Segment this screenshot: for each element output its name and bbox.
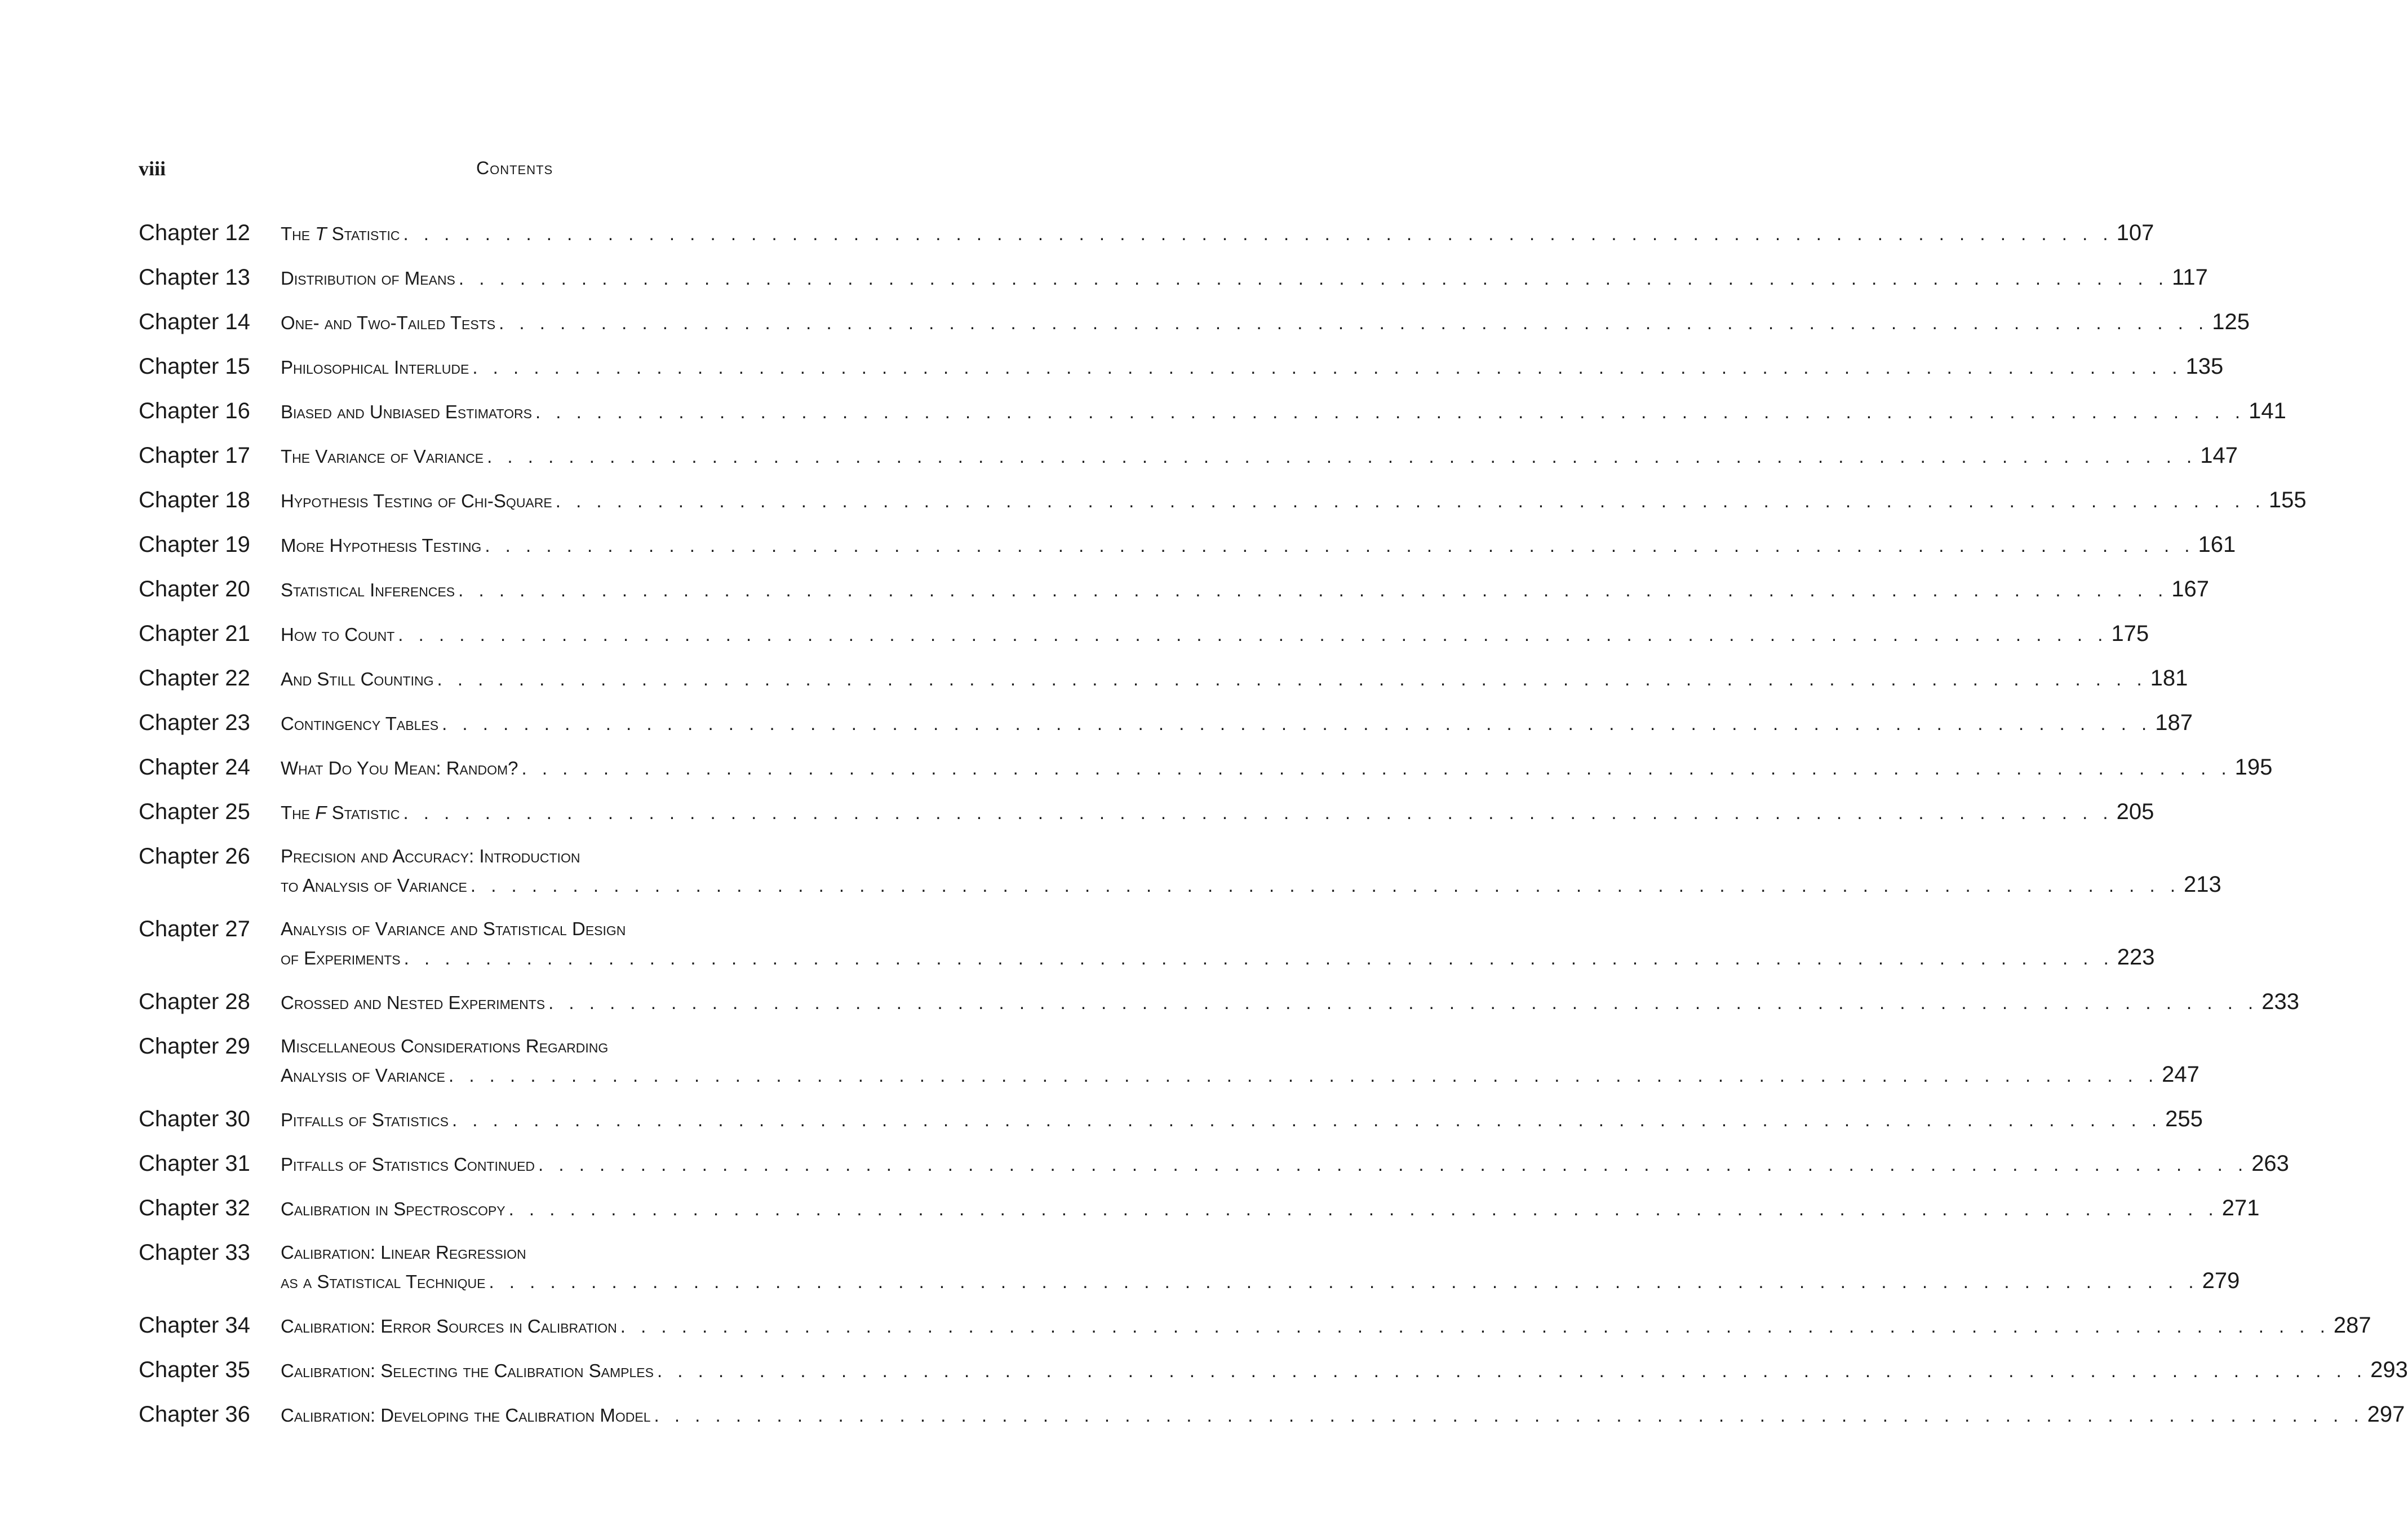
dot-leader xyxy=(487,443,2197,471)
dot-leader xyxy=(489,1268,2198,1296)
chapter-title-block xyxy=(281,988,2299,1017)
page-reference: 287 xyxy=(2333,1313,2371,1338)
chapter-label: Chapter 26 xyxy=(139,844,250,869)
chapter-title: Calibration: Selecting the Calibration Samples xyxy=(281,1360,654,1381)
toc-entry xyxy=(139,798,2154,827)
chapter-title-line xyxy=(281,1311,2371,1340)
chapter-title: Biased and Unbiased Estimators xyxy=(281,401,532,422)
page-reference: 279 xyxy=(2202,1268,2240,1293)
chapter-label: Chapter 25 xyxy=(139,799,250,824)
dot-leader xyxy=(398,621,2108,649)
chapter-title: Calibration: Error Sources in Calibration xyxy=(281,1316,617,1337)
dot-leader xyxy=(548,989,2258,1017)
toc-entry xyxy=(139,842,2221,900)
chapter-title-block xyxy=(281,1194,2259,1223)
dot-leader xyxy=(509,1195,2219,1223)
chapter-title-block xyxy=(281,486,2307,515)
chapter-title-line xyxy=(281,1267,2240,1296)
chapter-title-line xyxy=(281,1194,2259,1223)
chapter-label: Chapter 12 xyxy=(139,220,250,245)
dot-leader xyxy=(535,398,2245,426)
page-reference: 223 xyxy=(2117,945,2155,970)
chapter-label: Chapter 20 xyxy=(139,577,250,601)
chapter-title-block xyxy=(281,620,2149,649)
running-head: Contents xyxy=(476,158,553,178)
page-reference: 141 xyxy=(2249,399,2286,423)
page-reference: 293 xyxy=(2370,1357,2408,1382)
chapter-title-block xyxy=(281,709,2193,738)
chapter-title: How to Count xyxy=(281,624,395,645)
page-reference: 297 xyxy=(2367,1402,2405,1427)
chapter-title: of Experiments xyxy=(281,948,401,968)
page-reference: 213 xyxy=(2184,872,2221,897)
chapter-title-block xyxy=(281,441,2238,471)
chapter-title-block xyxy=(281,1105,2203,1134)
dot-leader xyxy=(485,532,2194,560)
chapter-label: Chapter 18 xyxy=(139,488,250,512)
chapter-label: Chapter 16 xyxy=(139,399,250,423)
page-reference: 125 xyxy=(2212,309,2250,334)
chapter-title-line xyxy=(281,352,2223,382)
chapter-title-block xyxy=(281,1311,2371,1340)
chapter-title: Calibration in Spectroscopy xyxy=(281,1198,505,1219)
page-reference: 271 xyxy=(2221,1196,2260,1220)
page-reference: 205 xyxy=(2116,799,2154,824)
chapter-title: Philosophical Interlude xyxy=(281,357,469,378)
dot-leader xyxy=(654,1401,2364,1430)
chapter-label: Chapter 15 xyxy=(139,354,250,379)
chapter-title: as a Statistical Technique xyxy=(281,1271,486,1292)
chapter-title-block xyxy=(281,530,2236,560)
page-reference: 117 xyxy=(2172,265,2208,290)
chapter-label: Chapter 19 xyxy=(139,532,250,557)
chapter-title-line xyxy=(281,441,2238,471)
chapter-title: What Do You Mean: Random? xyxy=(281,758,518,778)
chapter-title-line xyxy=(281,486,2307,515)
chapter-title-line xyxy=(281,753,2272,782)
page-reference: 233 xyxy=(2261,989,2299,1014)
toc-entry xyxy=(139,1032,2199,1090)
toc-entry xyxy=(139,575,2210,604)
chapter-title-line xyxy=(281,1060,2199,1090)
chapter-title: Miscellaneous Considerations Regarding xyxy=(281,1036,609,1056)
chapter-label: Chapter 31 xyxy=(139,1151,250,1176)
chapter-label: Chapter 29 xyxy=(139,1034,250,1059)
page-reference: 195 xyxy=(2234,755,2273,780)
dot-leader xyxy=(403,220,2113,248)
chapter-title-block xyxy=(281,352,2223,382)
chapter-label: Chapter 21 xyxy=(139,621,250,646)
page-reference: 167 xyxy=(2171,577,2210,601)
chapter-title-block xyxy=(281,1356,2408,1385)
chapter-title: The F Statistic xyxy=(281,802,400,823)
dot-leader xyxy=(556,487,2265,515)
chapter-title-line xyxy=(281,530,2236,560)
toc-entry xyxy=(139,530,2236,560)
chapter-title: Distribution of Means xyxy=(281,268,455,289)
chapter-title: Precision and Accuracy: Introduction xyxy=(281,846,580,866)
chapter-label: Chapter 14 xyxy=(139,309,250,334)
toc-entry xyxy=(139,397,2286,426)
chapter-title: to Analysis of Variance xyxy=(281,875,467,896)
chapter-title-block xyxy=(281,1032,2199,1090)
dot-leader xyxy=(449,1061,2158,1090)
chapter-title-block xyxy=(281,219,2154,248)
chapter-title-block xyxy=(281,397,2286,426)
chapter-title: The Variance of Variance xyxy=(281,446,484,467)
page-reference: 187 xyxy=(2155,710,2193,735)
chapter-title-block xyxy=(281,798,2154,827)
chapter-label: Chapter 28 xyxy=(139,989,250,1014)
dot-leader xyxy=(522,754,2232,782)
chapter-title-line xyxy=(281,575,2209,604)
chapter-label: Chapter 32 xyxy=(139,1196,250,1220)
chapter-title-block xyxy=(281,308,2250,337)
chapter-title: Analysis of Variance xyxy=(281,1065,445,1086)
chapter-title-block xyxy=(281,664,2188,693)
chapter-label: Chapter 33 xyxy=(139,1240,250,1265)
chapter-title-line xyxy=(281,1356,2408,1385)
toc-entry xyxy=(139,915,2155,972)
dot-leader xyxy=(499,309,2209,337)
chapter-title-line xyxy=(281,397,2286,426)
chapter-title-line xyxy=(281,798,2154,827)
toc-entry xyxy=(139,219,2154,248)
chapter-label: Chapter 30 xyxy=(139,1107,250,1131)
chapter-title: Statistical Inferences xyxy=(281,579,455,600)
dot-leader xyxy=(620,1312,2330,1340)
dot-leader xyxy=(403,799,2113,827)
dot-leader xyxy=(452,1106,2162,1134)
toc-entry xyxy=(139,1149,2289,1179)
page-number: viii xyxy=(139,157,166,180)
toc-entry xyxy=(139,1105,2203,1134)
toc-entry xyxy=(139,664,2188,693)
chapter-title-line xyxy=(281,1238,2240,1267)
page-reference: 247 xyxy=(2162,1062,2199,1087)
page-reference: 135 xyxy=(2185,354,2224,379)
toc-entry xyxy=(139,486,2307,515)
chapter-label: Chapter 34 xyxy=(139,1313,250,1338)
dot-leader xyxy=(459,264,2168,293)
table-of-contents xyxy=(139,219,2408,1445)
dot-leader xyxy=(471,871,2180,900)
chapter-title-block xyxy=(281,575,2209,604)
chapter-title-line xyxy=(281,620,2149,649)
chapter-label: Chapter 22 xyxy=(139,666,250,691)
chapter-title: More Hypothesis Testing xyxy=(281,535,482,556)
page-reference: 147 xyxy=(2200,443,2238,468)
dot-leader xyxy=(538,1151,2248,1179)
chapter-label: Chapter 24 xyxy=(139,755,250,780)
toc-entry xyxy=(139,1238,2240,1296)
dot-leader xyxy=(657,1357,2367,1385)
chapter-title: One- and Two-Tailed Tests xyxy=(281,312,496,333)
dot-leader xyxy=(458,576,2168,604)
chapter-label: Chapter 27 xyxy=(139,917,250,941)
chapter-title: Analysis of Variance and Statistical Design xyxy=(281,918,626,939)
chapter-label: Chapter 36 xyxy=(139,1402,250,1427)
chapter-title: Calibration: Linear Regression xyxy=(281,1242,526,1263)
toc-entry xyxy=(139,308,2250,337)
chapter-title-line xyxy=(281,1400,2405,1430)
chapter-title: The T Statistic xyxy=(281,223,400,244)
chapter-title-line xyxy=(281,842,2221,870)
chapter-title: Pitfalls of Statistics Continued xyxy=(281,1154,535,1175)
chapter-title-block xyxy=(281,842,2221,900)
chapter-title-block xyxy=(281,1238,2240,1296)
chapter-title: Crossed and Nested Experiments xyxy=(281,992,546,1013)
chapter-title-line xyxy=(281,915,2155,943)
chapter-title-line xyxy=(281,943,2155,972)
page-reference: 255 xyxy=(2165,1107,2203,1131)
page-reference: 263 xyxy=(2251,1151,2289,1176)
chapter-label: Chapter 23 xyxy=(139,710,250,735)
chapter-title-line xyxy=(281,1032,2199,1060)
chapter-title-line xyxy=(281,988,2299,1017)
page-reference: 161 xyxy=(2198,532,2236,557)
toc-entry xyxy=(139,1311,2371,1340)
chapter-title-block xyxy=(281,915,2155,972)
page-reference: 181 xyxy=(2150,666,2188,691)
chapter-title-line xyxy=(281,709,2193,738)
chapter-title-line xyxy=(281,870,2221,900)
chapter-title-block xyxy=(281,753,2272,782)
chapter-label: Chapter 13 xyxy=(139,265,250,290)
chapter-title-line xyxy=(281,263,2208,293)
toc-entry xyxy=(139,753,2273,782)
page-reference: 175 xyxy=(2111,621,2149,646)
chapter-label: Chapter 17 xyxy=(139,443,250,468)
chapter-title-line xyxy=(281,664,2188,693)
toc-entry xyxy=(139,1400,2405,1430)
chapter-title-block xyxy=(281,263,2208,293)
toc-entry xyxy=(139,441,2238,471)
toc-entry xyxy=(139,620,2149,649)
chapter-label: Chapter 35 xyxy=(139,1357,250,1382)
chapter-title-line xyxy=(281,308,2250,337)
chapter-title-line xyxy=(281,219,2154,248)
chapter-title: Pitfalls of Statistics xyxy=(281,1109,449,1130)
dot-leader xyxy=(404,944,2114,972)
toc-entry xyxy=(139,988,2299,1017)
toc-entry xyxy=(139,709,2193,738)
dot-leader xyxy=(442,710,2152,738)
chapter-title: Contingency Tables xyxy=(281,713,439,734)
chapter-title: Hypothesis Testing of Chi-Square xyxy=(281,490,552,511)
toc-entry xyxy=(139,1356,2408,1385)
toc-entry xyxy=(139,352,2224,382)
chapter-title-line xyxy=(281,1149,2289,1179)
chapter-title-line xyxy=(281,1105,2203,1134)
toc-entry xyxy=(139,263,2208,293)
chapter-title-block xyxy=(281,1149,2289,1179)
page-reference: 155 xyxy=(2268,488,2307,512)
dot-leader xyxy=(437,665,2147,693)
dot-leader xyxy=(472,353,2182,382)
toc-entry xyxy=(139,1194,2260,1223)
chapter-title: And Still Counting xyxy=(281,669,434,689)
chapter-title: Calibration: Developing the Calibration Model xyxy=(281,1405,651,1426)
page-reference: 107 xyxy=(2116,220,2154,245)
chapter-title-block xyxy=(281,1400,2405,1430)
